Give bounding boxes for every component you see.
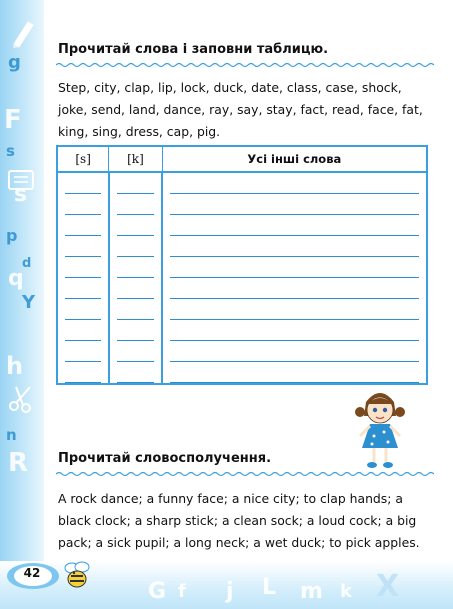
decor-letter: j xyxy=(226,579,234,604)
word-sorting-table xyxy=(56,145,428,385)
answer-line[interactable] xyxy=(170,298,419,299)
answer-line[interactable] xyxy=(117,235,154,236)
column-header-other-words: Усі інші слова xyxy=(162,146,427,172)
decor-letter: Y xyxy=(22,292,36,313)
answer-line[interactable] xyxy=(170,340,419,341)
answer-line[interactable] xyxy=(170,361,419,362)
decor-letter: R xyxy=(8,448,29,478)
column-k-answer-area[interactable] xyxy=(109,172,162,384)
column-s-answer-area[interactable] xyxy=(57,172,109,384)
column-header-k: [k] xyxy=(109,146,162,172)
decor-letter: m xyxy=(300,579,323,604)
task2-heading: Прочитай словосполучення. xyxy=(58,451,272,466)
decor-letter: X xyxy=(376,569,400,604)
answer-line[interactable] xyxy=(170,319,419,320)
answer-line[interactable] xyxy=(65,361,101,362)
answer-line[interactable] xyxy=(170,277,419,278)
scissors-icon xyxy=(6,384,36,414)
answer-line[interactable] xyxy=(170,235,419,236)
decor-letter: n xyxy=(6,426,17,444)
decor-letter: g xyxy=(8,52,21,73)
decor-letter: L xyxy=(262,575,277,600)
page-number: 42 xyxy=(23,566,41,580)
column-other-answer-area[interactable] xyxy=(162,172,427,384)
decor-letter: k xyxy=(340,581,352,602)
decor-letter: f xyxy=(178,581,186,602)
decor-letter: s xyxy=(14,182,28,207)
decor-letter: h xyxy=(6,352,24,380)
answer-line[interactable] xyxy=(65,235,101,236)
answer-line[interactable] xyxy=(65,298,101,299)
answer-line[interactable] xyxy=(65,214,101,215)
answer-line[interactable] xyxy=(117,193,154,194)
decor-letter: d xyxy=(22,256,32,271)
answer-line[interactable] xyxy=(65,319,101,320)
left-decor-strip xyxy=(0,0,44,609)
decor-letter: q xyxy=(8,266,24,291)
answer-line[interactable] xyxy=(117,298,154,299)
answer-line[interactable] xyxy=(117,382,154,383)
task1-heading: Прочитай слова і заповни таблицю. xyxy=(58,42,329,57)
decor-letter: s xyxy=(6,142,15,160)
wavy-divider xyxy=(56,62,434,68)
answer-line[interactable] xyxy=(117,319,154,320)
answer-line[interactable] xyxy=(65,256,101,257)
answer-line[interactable] xyxy=(117,214,154,215)
pencil-icon xyxy=(10,18,36,48)
decor-letter: F xyxy=(4,105,22,135)
answer-line[interactable] xyxy=(65,340,101,341)
wavy-divider xyxy=(56,471,434,477)
answer-line[interactable] xyxy=(65,382,101,383)
bee-icon xyxy=(60,558,94,592)
answer-line[interactable] xyxy=(170,214,419,215)
decor-letter: G xyxy=(148,579,167,604)
answer-line[interactable] xyxy=(65,277,101,278)
answer-line[interactable] xyxy=(117,340,154,341)
answer-line[interactable] xyxy=(117,256,154,257)
answer-line[interactable] xyxy=(170,256,419,257)
answer-line[interactable] xyxy=(170,382,419,383)
column-header-s: [s] xyxy=(57,146,109,172)
answer-line[interactable] xyxy=(117,361,154,362)
task1-word-list: Step, city, clap, lip, lock, duck, date, class, case, shock, joke, send, land, dance, ray, say, stay, fact, read, face, fat, king, sing, dress, cap, pig. xyxy=(58,80,423,139)
task2-phrase-list: A rock dance; a funny face; a nice city; to clap hands; a black clock; a sharp stick; a clean sock; a loud cock; a big pack; a sick pupil; a long neck; a wet duck; to pick apples. xyxy=(58,491,420,550)
answer-line[interactable] xyxy=(117,277,154,278)
answer-line[interactable] xyxy=(170,193,419,194)
notebook-icon xyxy=(6,168,36,192)
decor-letter: p xyxy=(6,226,18,245)
answer-line[interactable] xyxy=(65,193,101,194)
